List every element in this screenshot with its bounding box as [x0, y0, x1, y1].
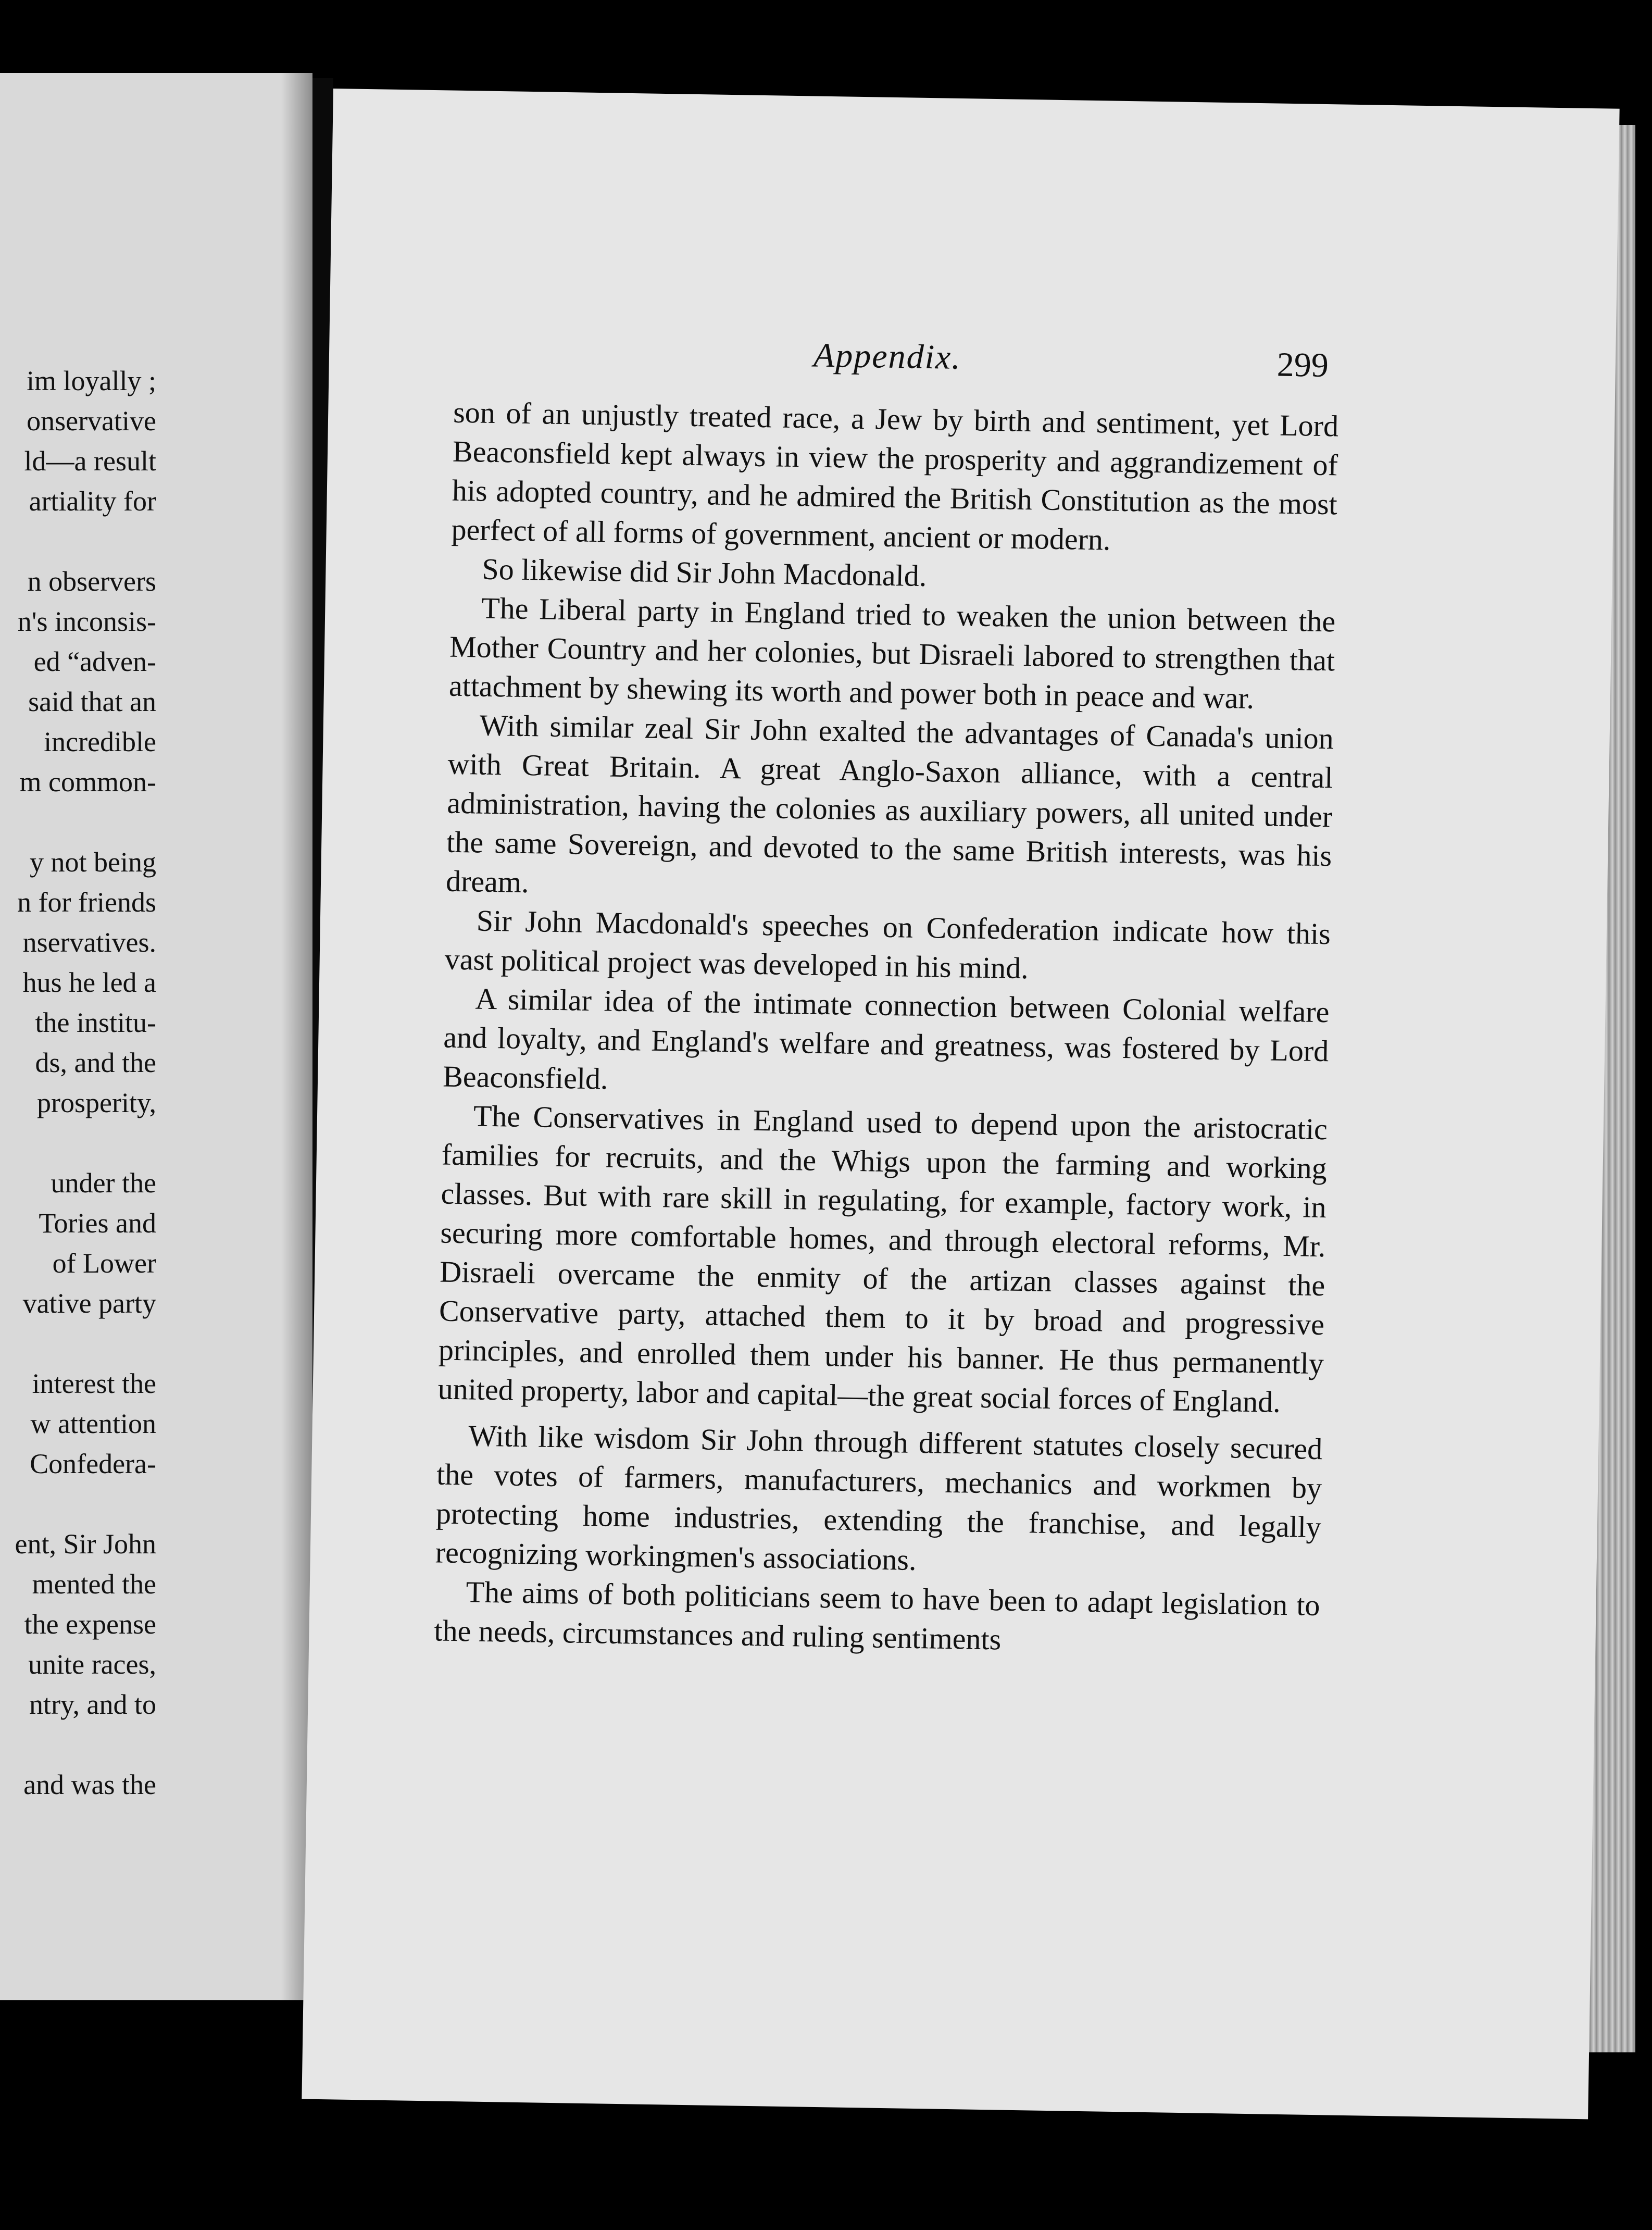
- paragraph: The aims of both politicians seem to have been to adapt legislation to the needs, circumstances and ruling sentiments: [434, 1575, 1321, 1656]
- page-number: 299: [1276, 345, 1329, 385]
- left-line: the institu-: [35, 1007, 156, 1038]
- left-line: ent, Sir John: [15, 1528, 156, 1560]
- paragraph: With similar zeal Sir John exalted the advantages of Canada's union with Great Britain. A great Anglo-Saxon alliance, with a central administration, having the colonies as auxiliary powers, all united under the same Sovereign, and devoted to the same British interests, was his dream.: [445, 708, 1334, 900]
- left-line: onservative: [27, 405, 156, 437]
- left-line: and was the: [23, 1769, 156, 1800]
- left-line: n for friends: [17, 887, 156, 918]
- right-page: [302, 89, 1619, 2119]
- left-line: nservatives.: [22, 927, 156, 958]
- left-line: prosperity,: [37, 1087, 156, 1118]
- left-line: unite races,: [28, 1649, 156, 1680]
- left-line: im loyally ;: [27, 365, 156, 396]
- left-line: hus he led a: [22, 967, 156, 998]
- left-line: n's inconsis-: [17, 606, 156, 637]
- left-line: mented the: [32, 1568, 156, 1600]
- left-line: said that an: [28, 686, 156, 717]
- paragraph: So likewise did Sir John Macdonald.: [482, 552, 927, 593]
- paragraph: Sir John Macdonald's speeches on Confederation indicate how this vast political project was developed in his mind.: [444, 903, 1331, 986]
- left-page: [0, 73, 312, 2000]
- left-line: ds, and the: [35, 1047, 156, 1078]
- left-line: m common-: [19, 766, 156, 798]
- left-line: of Lower: [52, 1248, 156, 1279]
- left-line: under the: [51, 1167, 156, 1199]
- left-line: ntry, and to: [29, 1689, 156, 1720]
- running-head: Appendix.: [813, 336, 962, 377]
- left-line: w attention: [30, 1408, 156, 1439]
- left-line: ed “adven-: [33, 646, 156, 677]
- left-line: the expense: [24, 1609, 156, 1640]
- left-line: artiality for: [29, 485, 156, 517]
- paragraph: son of an unjustly treated race, a Jew by birth and sentiment, yet Lord Beaconsfield kept always in view the prosperity and aggrandizement of his adopted country, and he admired the British Constitution as the most perfect of all forms of government, ancient or modern.: [451, 395, 1339, 557]
- left-line: ld—a result: [24, 445, 156, 477]
- body-text: [434, 393, 1339, 1664]
- paragraph: The Conservatives in England used to depend upon the aristocratic families for recruits, and the Whigs upon the farming and working classes. But with rare skill in regulating, for example, factory work, in securing more comfortable homes, and through electoral reforms, Mr. Disraeli overcame the enmity of the artizan classes against the Conservative party, attached them to it by broad and progressive principles, and enrolled them under his banner. He thus permanently united property, labor and capital—the great social forces of England.: [437, 1099, 1328, 1419]
- paragraph: The Liberal party in England tried to weaken the union between the Mother Country and her colonies, but Disraeli labored to strengthen that attachment by shewing its worth and power both in peace and war.: [448, 591, 1336, 715]
- left-line: y not being: [30, 846, 156, 878]
- left-line: vative party: [22, 1288, 156, 1319]
- left-line: Confedera-: [30, 1448, 156, 1479]
- left-line: incredible: [44, 726, 156, 757]
- left-line: interest the: [32, 1368, 156, 1399]
- paragraph: With like wisdom Sir John through different statutes closely secured the votes of farmers, manufacturers, mechanics and workmen by protecting home industries, extending the franchise, and legally recognizing workingmen's associations.: [435, 1418, 1323, 1577]
- paragraph: A similar idea of the intimate connection between Colonial welfare and loyalty, and England's welfare and greatness, was fostered by Lord Beaconsfield.: [442, 981, 1330, 1096]
- left-line: Tories and: [39, 1207, 156, 1239]
- page-header: [329, 328, 1616, 395]
- left-line: n observers: [27, 566, 156, 597]
